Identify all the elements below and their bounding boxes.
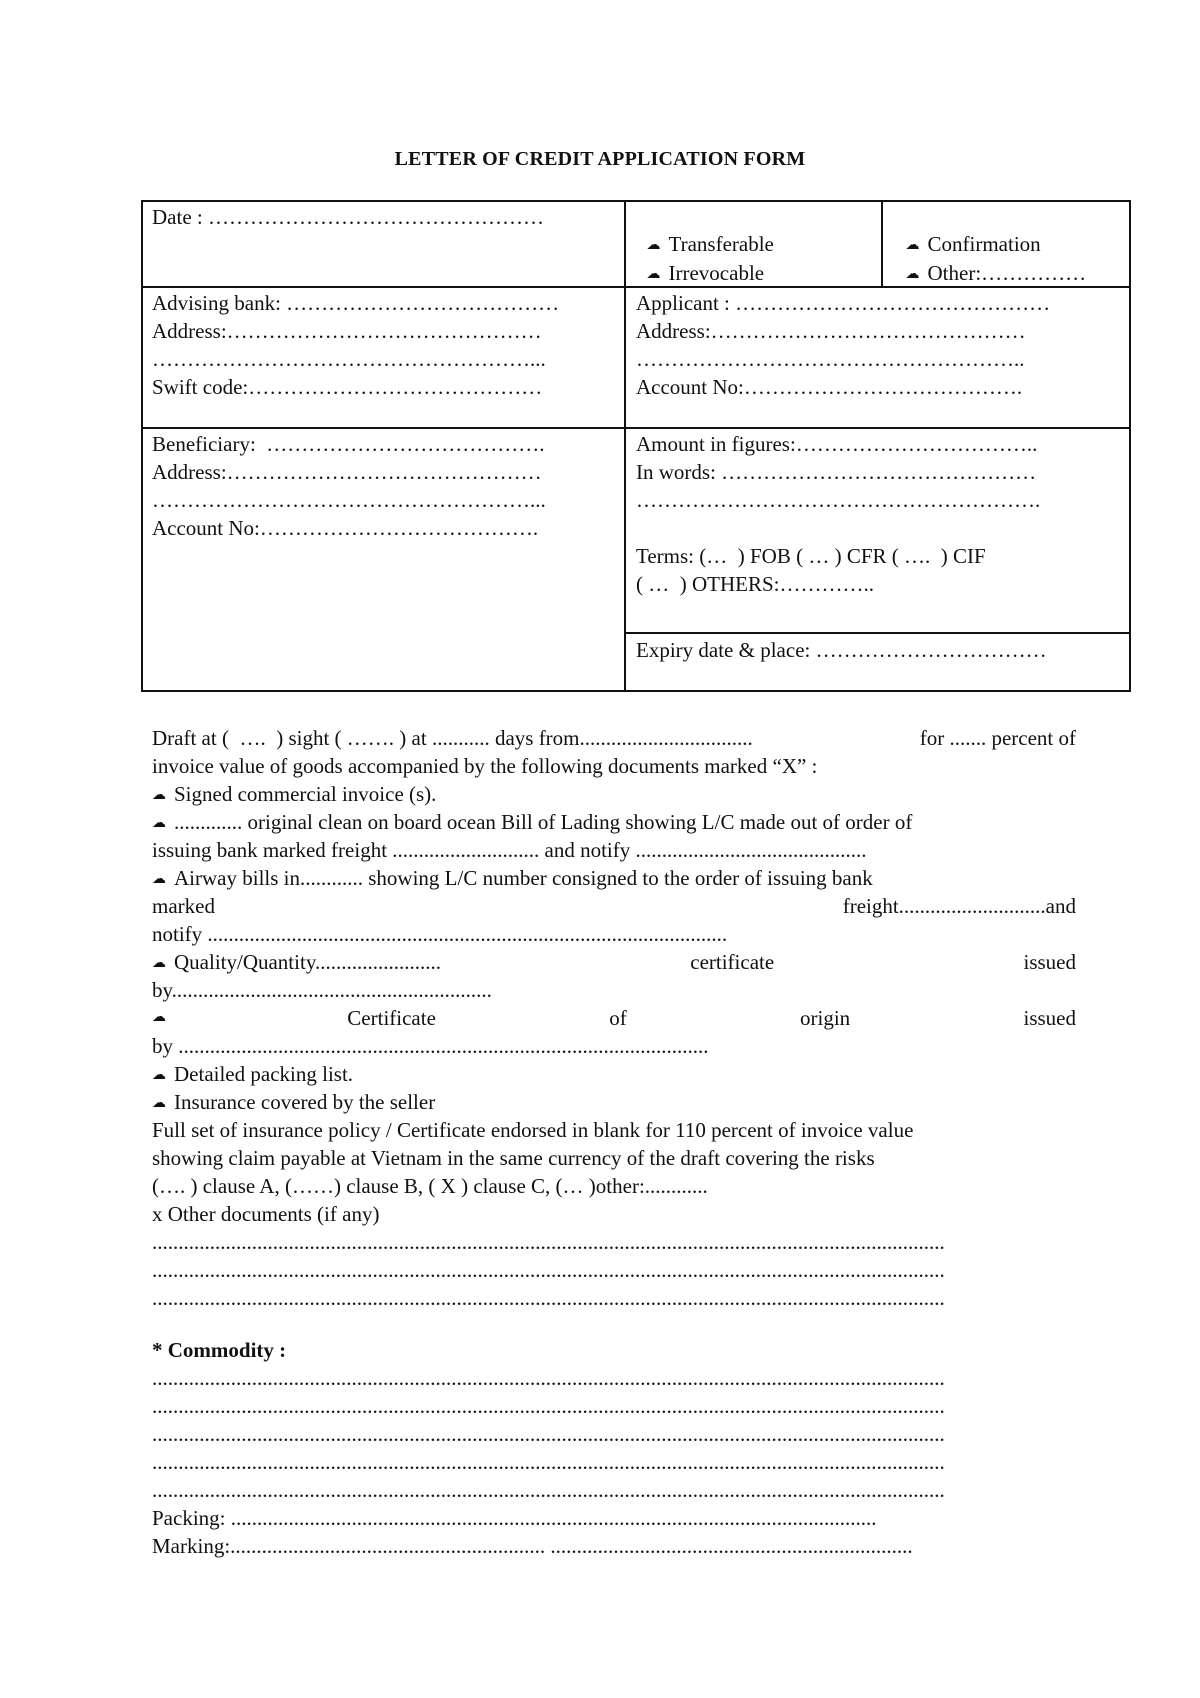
airway-bill-line3: notify ................................................................................................... [152, 922, 728, 946]
confirmation-option[interactable]: ☁ Confirmation [895, 204, 1041, 259]
date-field[interactable]: Date : ………………………………………… [152, 205, 544, 229]
amount-words-field[interactable]: In words: ……………………………………… [636, 460, 1037, 484]
invoice-value-line: invoice value of goods accompanied by the following documents marked “X” : [152, 754, 818, 778]
applicant-account-field[interactable]: Account No:…………………………………. [636, 375, 1023, 399]
amount-figures-field[interactable]: Amount in figures:…………………………….. [636, 432, 1038, 456]
marking-field[interactable]: Marking:............................................................ ..................................................................... [152, 1534, 913, 1558]
commodity-heading: * Commodity : [152, 1338, 287, 1362]
packing-list-item[interactable]: ☁ Detailed packing list. [152, 1060, 1076, 1088]
other-documents-line[interactable]: ....................................................................................................................................................... [152, 1230, 945, 1254]
amount-words-line2[interactable]: …………………………………………………. [636, 488, 1041, 512]
cloud-checkbox-icon[interactable]: ☁ [905, 238, 920, 253]
swift-code-field[interactable]: Swift code:…………………………………… [152, 375, 543, 399]
origin-certificate-line2: by ..................................................................................................... [152, 1034, 709, 1058]
expiry-field[interactable]: Expiry date & place: …………………………… [636, 638, 1047, 662]
cloud-checkbox-icon[interactable]: ☁ [152, 1010, 166, 1025]
origin-certificate-item[interactable]: ☁ Certificate of origin issued [152, 1006, 1076, 1030]
form-title: LETTER OF CREDIT APPLICATION FORM [394, 148, 806, 170]
airway-bill-item[interactable]: ☁ Airway bills in............ showing L/C number consigned to the order of issuing bank [152, 864, 1076, 892]
commodity-line[interactable]: ....................................................................................................................................................... [152, 1394, 945, 1418]
beneficiary-address-line2[interactable]: ………………………………………………... [152, 488, 546, 512]
documents-section [152, 724, 1076, 1560]
draft-line: Draft at ( …. ) sight ( ……. ) at ........... days from................................. for ....... percent of [152, 726, 1076, 750]
advising-address-field[interactable]: Address:……………………………………… [152, 319, 542, 343]
terms-line2[interactable]: ( … ) OTHERS:………….. [636, 572, 874, 596]
insurance-item[interactable]: ☁ Insurance covered by the seller [152, 1088, 1076, 1116]
transferable-option[interactable]: ☁ Transferable [636, 204, 774, 259]
cloud-checkbox-icon[interactable]: ☁ [646, 238, 661, 253]
beneficiary-address-field[interactable]: Address:……………………………………… [152, 460, 542, 484]
advising-address-line2[interactable]: ………………………………………………... [152, 347, 546, 371]
beneficiary-field[interactable]: Beneficiary: …………………………………. [152, 432, 545, 456]
cloud-checkbox-icon[interactable]: ☁ [152, 956, 166, 971]
insurance-line2: showing claim payable at Vietnam in the same currency of the draft covering the risks [152, 1146, 875, 1170]
signed-invoice-item[interactable]: ☁ Signed commercial invoice (s). [152, 780, 1076, 808]
commodity-line[interactable]: ....................................................................................................................................................... [152, 1450, 945, 1474]
irrevocable-option[interactable]: ☁ Irrevocable [636, 233, 764, 288]
beneficiary-account-field[interactable]: Account No:…………………………………. [152, 516, 539, 540]
applicant-field[interactable]: Applicant : ……………………………………… [636, 291, 1051, 315]
cloud-checkbox-icon[interactable]: ☁ [152, 1096, 166, 1111]
advising-bank-field[interactable]: Advising bank: ………………………………… [152, 291, 560, 315]
commodity-line[interactable]: ....................................................................................................................................................... [152, 1422, 945, 1446]
applicant-address-field[interactable]: Address:……………………………………… [636, 319, 1026, 343]
terms-line1[interactable]: Terms: (… ) FOB ( … ) CFR ( …. ) CIF [636, 544, 986, 568]
airway-bill-line2: marked freight............................and [152, 894, 1076, 918]
other-documents-line[interactable]: ....................................................................................................................................................... [152, 1258, 945, 1282]
other-documents-label: x Other documents (if any) [152, 1202, 380, 1226]
cloud-checkbox-icon[interactable]: ☁ [646, 267, 661, 282]
other-documents-line[interactable]: ....................................................................................................................................................... [152, 1286, 945, 1310]
bill-of-lading-line2: issuing bank marked freight ............................ and notify ............................................ [152, 838, 867, 862]
quality-certificate-item[interactable]: ☁ Quality/Quantity........................ certificate issued [152, 948, 1076, 976]
cloud-checkbox-icon[interactable]: ☁ [152, 1068, 166, 1083]
quality-certificate-line2: by............................................................. [152, 978, 492, 1002]
cloud-checkbox-icon[interactable]: ☁ [152, 872, 166, 887]
other-option[interactable]: ☁ Other:…………… [895, 233, 1086, 288]
cloud-checkbox-icon[interactable]: ☁ [152, 816, 166, 831]
insurance-line1: Full set of insurance policy / Certificate endorsed in blank for 110 percent of invoice value [152, 1118, 914, 1142]
insurance-clauses[interactable]: (…. ) clause A, (……) clause B, ( X ) clause C, (… )other:............ [152, 1174, 708, 1198]
applicant-address-line2[interactable]: ……………………………………………….. [636, 347, 1025, 371]
cloud-checkbox-icon[interactable]: ☁ [152, 788, 166, 803]
bill-of-lading-item[interactable]: ☁ ............. original clean on board ocean Bill of Lading showing L/C made out of order of [152, 808, 1076, 836]
packing-field[interactable]: Packing: ........................................................................................................................... [152, 1506, 877, 1530]
commodity-line[interactable]: ....................................................................................................................................................... [152, 1478, 945, 1502]
commodity-line[interactable]: ....................................................................................................................................................... [152, 1366, 945, 1390]
cloud-checkbox-icon[interactable]: ☁ [905, 267, 920, 282]
